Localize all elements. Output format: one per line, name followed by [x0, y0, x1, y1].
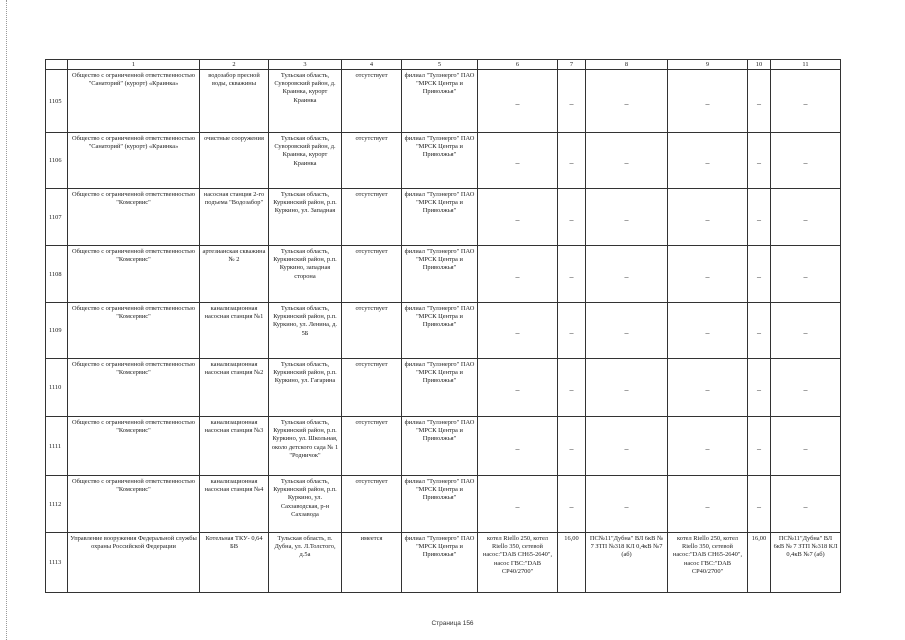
cell-c7: –	[558, 189, 586, 246]
cell-c3: Тульская область, Куркинский район, р.п. Куркино, ул. Гагарина	[269, 359, 342, 417]
cell-c3: Тульская область, Куркинский район, р.п. Куркино, ул. Школьная, около детского сада № 1 "Родничок"	[269, 417, 342, 476]
cell-c3: Тульская область, Суворовский район, д. Краинка, курорт Краинка	[269, 70, 342, 133]
cell-c9: –	[668, 189, 748, 246]
cell-c11: –	[771, 359, 841, 417]
cell-c11: –	[771, 133, 841, 189]
cell-c9: –	[668, 303, 748, 359]
column-header: 3	[269, 60, 342, 70]
cell-c8: –	[586, 476, 668, 533]
table-row	[46, 303, 841, 359]
cell-c2: канализационная насосная станция №3	[200, 417, 269, 476]
cell-c2: канализационная насосная станция №1	[200, 303, 269, 359]
cell-c2: артезианская скважина № 2	[200, 246, 269, 303]
cell-c2: канализационная насосная станция №2	[200, 359, 269, 417]
cell-c11: –	[771, 246, 841, 303]
cell-c6: –	[478, 476, 558, 533]
cell-c3: Тульская область, Куркинский район, р.п. Куркино, ул. Сахзаводская, р-н Сахзавода	[269, 476, 342, 533]
cell-c5: филиал "Тулэнерго" ПАО "МРСК Центра и Приволжья"	[402, 303, 478, 359]
cell-c10: –	[748, 70, 771, 133]
column-header: 11	[771, 60, 841, 70]
cell-c3: Тульская область, Куркинский район, р.п. Куркино, ул. Западная	[269, 189, 342, 246]
cell-c1: Общество с ограниченной ответственностью "Санаторий" (курорт) «Краинка»	[68, 70, 200, 133]
cell-c3: Тульская область, Куркинский район, р.п. Куркино, ул. Ленина, д. 5Б	[269, 303, 342, 359]
cell-c3: Тульская область, Куркинский район, р.п. Куркино, западная сторона	[269, 246, 342, 303]
cell-c6: –	[478, 417, 558, 476]
cell-c5: филиал "Тулэнерго" ПАО "МРСК Центра и Приволжья"	[402, 359, 478, 417]
cell-c4: имеется	[342, 533, 402, 593]
cell-c7: –	[558, 476, 586, 533]
column-header: 4	[342, 60, 402, 70]
cell-c4: отсутствует	[342, 303, 402, 359]
register-table	[45, 59, 841, 593]
row-number: 1106	[46, 133, 68, 189]
cell-c2: канализационная насосная станция №4	[200, 476, 269, 533]
table-row	[46, 476, 841, 533]
cell-c7: 16,00	[558, 533, 586, 593]
cell-c8: –	[586, 303, 668, 359]
cell-c10: –	[748, 133, 771, 189]
cell-c5: филиал "Тулэнерго" ПАО "МРСК Центра и Приволжья"	[402, 476, 478, 533]
table-row	[46, 189, 841, 246]
table-row	[46, 417, 841, 476]
cell-c5: филиал "Тулэнерго" ПАО "МРСК Центра и Приволжья"	[402, 417, 478, 476]
cell-c1: Общество с ограниченной ответственностью "Комсервис"	[68, 417, 200, 476]
cell-c8: –	[586, 70, 668, 133]
cell-c9: –	[668, 133, 748, 189]
column-header: 9	[668, 60, 748, 70]
cell-c10: –	[748, 359, 771, 417]
cell-c8: ПС№11"Дубна" ВЛ 6кВ № 7 ЗТП №318 КЛ 0,4кВ №7 (аб)	[586, 533, 668, 593]
cell-c5: филиал "Тулэнерго" ПАО "МРСК Центра и Приволжья"	[402, 133, 478, 189]
cell-c3: Тульская область, Суворовский район, д. Краинка, курорт Краинка	[269, 133, 342, 189]
cell-c10: –	[748, 303, 771, 359]
cell-c1: Общество с ограниченной ответственностью "Комсервис"	[68, 303, 200, 359]
row-number: 1109	[46, 303, 68, 359]
cell-c6: –	[478, 359, 558, 417]
cell-c10: –	[748, 246, 771, 303]
cell-c7: –	[558, 70, 586, 133]
cell-c1: Управление вооружения Федеральной службы охраны Российской Федерации	[68, 533, 200, 593]
cell-c9: –	[668, 417, 748, 476]
cell-c4: отсутствует	[342, 246, 402, 303]
cell-c5: филиал "Тулэнерго" ПАО "МРСК Центра и Приволжья"	[402, 189, 478, 246]
column-header: 7	[558, 60, 586, 70]
row-number: 1111	[46, 417, 68, 476]
column-header: 1	[68, 60, 200, 70]
table-row	[46, 70, 841, 133]
cell-c11: ПС№11"Дубна" ВЛ 6кВ № 7 ЗТП №318 КЛ 0,4кВ №7 (аб)	[771, 533, 841, 593]
cell-c8: –	[586, 133, 668, 189]
binding-margin	[6, 0, 9, 640]
column-header: 6	[478, 60, 558, 70]
row-number: 1107	[46, 189, 68, 246]
cell-c4: отсутствует	[342, 70, 402, 133]
cell-c1: Общество с ограниченной ответственностью "Комсервис"	[68, 476, 200, 533]
cell-c4: отсутствует	[342, 189, 402, 246]
cell-c8: –	[586, 359, 668, 417]
cell-c11: –	[771, 476, 841, 533]
cell-c9: –	[668, 359, 748, 417]
cell-c6: –	[478, 246, 558, 303]
column-header: 5	[402, 60, 478, 70]
column-header: 8	[586, 60, 668, 70]
cell-c4: отсутствует	[342, 476, 402, 533]
cell-c5: филиал "Тулэнерго" ПАО "МРСК Центра и Приволжья"	[402, 533, 478, 593]
cell-c8: –	[586, 189, 668, 246]
cell-c6: –	[478, 70, 558, 133]
cell-c5: филиал "Тулэнерго" ПАО "МРСК Центра и Приволжья"	[402, 70, 478, 133]
cell-c7: –	[558, 359, 586, 417]
page-number: Страница 156	[431, 620, 474, 627]
cell-c9: –	[668, 70, 748, 133]
cell-c2: очистные сооружения	[200, 133, 269, 189]
column-header: 10	[748, 60, 771, 70]
row-number: 1110	[46, 359, 68, 417]
cell-c11: –	[771, 70, 841, 133]
table-row	[46, 359, 841, 417]
cell-c9: –	[668, 246, 748, 303]
cell-c7: –	[558, 133, 586, 189]
cell-c11: –	[771, 417, 841, 476]
cell-c10: –	[748, 417, 771, 476]
row-number: 1108	[46, 246, 68, 303]
cell-c6: –	[478, 133, 558, 189]
column-header-row	[46, 60, 841, 70]
row-number: 1112	[46, 476, 68, 533]
cell-c10: 16,00	[748, 533, 771, 593]
cell-c8: –	[586, 417, 668, 476]
cell-c11: –	[771, 189, 841, 246]
cell-c2: Котельная ТКУ- 0,64 БВ	[200, 533, 269, 593]
cell-c3: Тульская область, п. Дубна, ул. Л.Толстого, д.5а	[269, 533, 342, 593]
cell-c4: отсутствует	[342, 417, 402, 476]
cell-c1: Общество с ограниченной ответственностью "Санаторий" (курорт) «Краинка»	[68, 133, 200, 189]
cell-c6: –	[478, 303, 558, 359]
cell-c9: –	[668, 476, 748, 533]
cell-c2: насосная станция 2-го подъема "Водозабор"	[200, 189, 269, 246]
cell-c10: –	[748, 189, 771, 246]
table-row	[46, 133, 841, 189]
table-row	[46, 533, 841, 593]
cell-c7: –	[558, 303, 586, 359]
cell-c7: –	[558, 417, 586, 476]
cell-c6: котел Riello 250, котел Riello 350, сетевой насос:"DAB CH65-2640", насос ГВС:"DAB CP40/2700"	[478, 533, 558, 593]
column-header: 2	[200, 60, 269, 70]
column-header	[46, 60, 68, 70]
cell-c4: отсутствует	[342, 359, 402, 417]
cell-c9: котел Riello 250, котел Riello 350, сетевой насос:"DAB CH65-2640", насос ГВС:"DAB CP40/2700"	[668, 533, 748, 593]
cell-c10: –	[748, 476, 771, 533]
cell-c1: Общество с ограниченной ответственностью "Комсервис"	[68, 359, 200, 417]
cell-c11: –	[771, 303, 841, 359]
table-row	[46, 246, 841, 303]
cell-c6: –	[478, 189, 558, 246]
cell-c4: отсутствует	[342, 133, 402, 189]
cell-c8: –	[586, 246, 668, 303]
row-number: 1113	[46, 533, 68, 593]
cell-c2: водозабор пресной воды, скважины	[200, 70, 269, 133]
cell-c1: Общество с ограниченной ответственностью "Комсервис"	[68, 189, 200, 246]
cell-c7: –	[558, 246, 586, 303]
cell-c1: Общество с ограниченной ответственностью "Комсервис"	[68, 246, 200, 303]
row-number: 1105	[46, 70, 68, 133]
cell-c5: филиал "Тулэнерго" ПАО "МРСК Центра и Приволжья"	[402, 246, 478, 303]
